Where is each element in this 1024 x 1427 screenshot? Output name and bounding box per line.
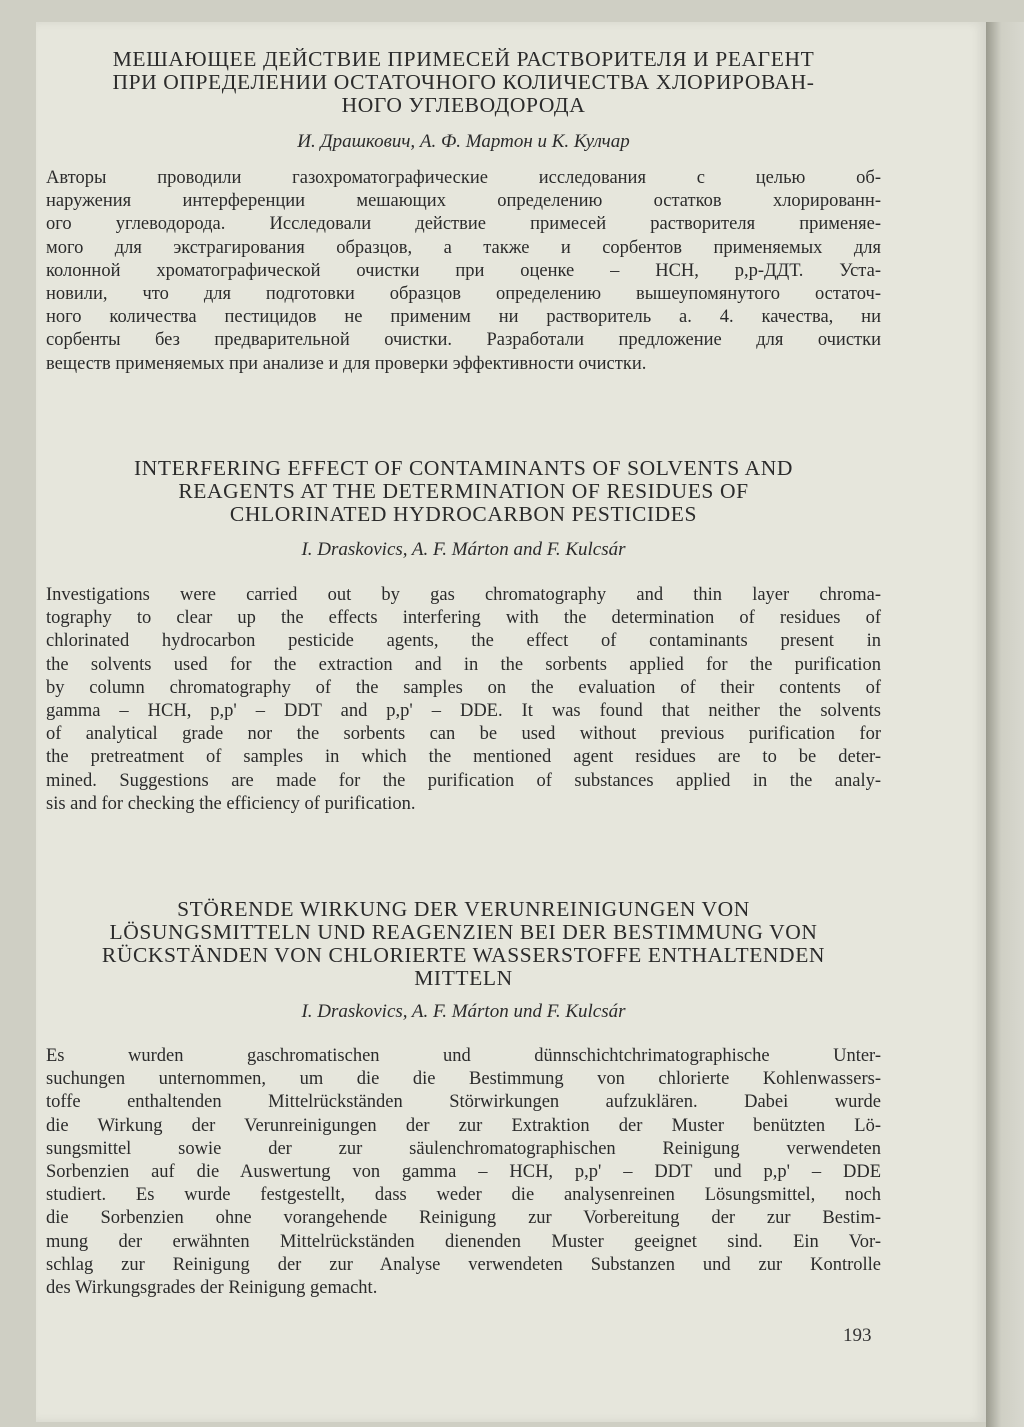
abstract-line: die Sorbenzien ohne vorangehende Reinigung zur Vorbereitung der zur Bestim- <box>46 1208 881 1229</box>
title-line: CHLORINATED HYDROCARBON PESTICIDES <box>229 502 698 526</box>
abstract-line: Investigations were carried out by gas chromatography and thin layer chroma- <box>46 585 881 605</box>
abstract-line: schlag zur Reinigung der zur Analyse verwendeten Substanzen und zur Kontrolle <box>46 1254 881 1275</box>
abstract-line: sungsmittel sowie der zur säulenchromatographischen Reinigung verwendeten <box>46 1138 881 1159</box>
abstract-line: toffe enthaltenden Mittelrückständen Störwirkungen aufzuklären. Dabei wurde <box>46 1092 881 1113</box>
title-line: REAGENTS AT THE DETERMINATION OF RESIDUES OF <box>178 479 749 503</box>
page-number: 193 <box>843 1325 872 1346</box>
title-line: RÜCKSTÄNDEN VON CHLORIERTE WASSERSTOFFE ENTHALTENDEN <box>101 943 826 967</box>
abstract-line: Авторы проводили газохроматографические исследования с целью об- <box>46 168 881 188</box>
abstract-line: chlorinated hydrocarbon pesticide agents, the effect of contaminants present in <box>46 631 881 652</box>
abstract-line: mung der erwähnten Mittelrückständen dienenden Muster geeignet sind. Ein Vor- <box>46 1231 881 1252</box>
russian-authors: И. Драшкович, А. Ф. Мартон и К. Кулчар <box>297 131 630 152</box>
abstract-line: the solvents used for the extraction and in the sorbents applied for the purification <box>46 654 881 675</box>
page-edge-shadow <box>986 22 1024 1427</box>
english-section <box>46 457 881 526</box>
german-abstract <box>46 1045 881 1300</box>
abstract-line: ого углеводорода. Исследовали действие примесей растворителя применяе- <box>46 214 881 235</box>
russian-title <box>46 48 881 117</box>
title-line: МЕШАЮЩЕЕ ДЕЙСТВИЕ ПРИМЕСЕЙ РАСТВОРИТЕЛЯ И РЕАГЕНТ <box>112 47 815 71</box>
russian-abstract <box>46 167 881 376</box>
abstract-line: suchungen unternommen, um die die Bestimmung von chlorierte Kohlenwassers- <box>46 1069 881 1090</box>
abstract-line: наружения интерференции мешающих определению остатков хлорированн- <box>46 191 881 212</box>
german-title <box>46 898 881 990</box>
abstract-line: Es wurden gaschromatischen und dünnschichtchrimatographische Unter- <box>46 1046 881 1066</box>
title-line: STÖRENDE WIRKUNG DER VERUNREINIGUNGEN VON <box>177 897 750 921</box>
abstract-line: ного количества пестицидов не применим ни растворитель а. 4. качества, ни <box>46 307 881 328</box>
english-title <box>46 457 881 526</box>
title-line: ПРИ ОПРЕДЕЛЕНИИ ОСТАТОЧНОГО КОЛИЧЕСТВА ХЛОРИРОВАН- <box>112 70 815 94</box>
title-line: LÖSUNGSMITTELN UND REAGENZIEN BEI DER BESTIMMUNG VON <box>109 920 818 944</box>
english-authors: I. Draskovics, A. F. Márton and F. Kulcsár <box>301 539 626 560</box>
russian-section <box>46 48 881 117</box>
abstract-line: веществ применяемых при анализе и для проверки эффективности очистки. <box>46 353 647 374</box>
title-line: MITTELN <box>414 966 513 990</box>
english-abstract <box>46 584 881 816</box>
abstract-line: tography to clear up the effects interfering with the determination of residues of <box>46 608 881 629</box>
abstract-line: die Wirkung der Verunreinigungen der zur Extraktion der Muster benützten Lö- <box>46 1115 881 1136</box>
german-section <box>46 898 881 990</box>
abstract-line: by column chromatography of the samples on the evaluation of their contents of <box>46 677 881 698</box>
abstract-line: the pretreatment of samples in which the mentioned agent residues are to be deter- <box>46 747 881 768</box>
abstract-line: of analytical grade nor the sorbents can be used without previous purification for <box>46 724 881 745</box>
abstract-line: gamma – HCH, p,p' – DDT and p,p' – DDE. It was found that neither the solvents <box>46 701 881 722</box>
abstract-line: sis and for checking the efficiency of purification. <box>46 793 416 814</box>
abstract-line: новили, что для подготовки образцов определению вышеупомянутого остаточ- <box>46 284 881 305</box>
abstract-line: Sorbenzien auf die Auswertung von gamma – HCH, p,p' – DDT und p,p' – DDE <box>46 1162 881 1183</box>
abstract-line: колонной хроматографической очистки при оценке – НСН, р,р-ДДТ. Уста- <box>46 260 881 281</box>
abstract-line: сорбенты без предварительной очистки. Разработали предложение для очистки <box>46 330 881 351</box>
abstract-line: studiert. Es wurde festgestellt, dass weder die analysenreinen Lösungsmittel, noch <box>46 1185 881 1206</box>
abstract-line: des Wirkungsgrades der Reinigung gemacht. <box>46 1278 378 1299</box>
abstract-line: mined. Suggestions are made for the purification of substances applied in the analy- <box>46 770 881 791</box>
title-line: НОГО УГЛЕВОДОРОДА <box>341 93 586 117</box>
abstract-line: мого для экстрагирования образцов, а также и сорбентов применяемых для <box>46 237 881 258</box>
title-line: INTERFERING EFFECT OF CONTAMINANTS OF SOLVENTS AND <box>133 456 793 480</box>
german-authors: I. Draskovics, A. F. Márton und F. Kulcsár <box>301 1001 626 1022</box>
